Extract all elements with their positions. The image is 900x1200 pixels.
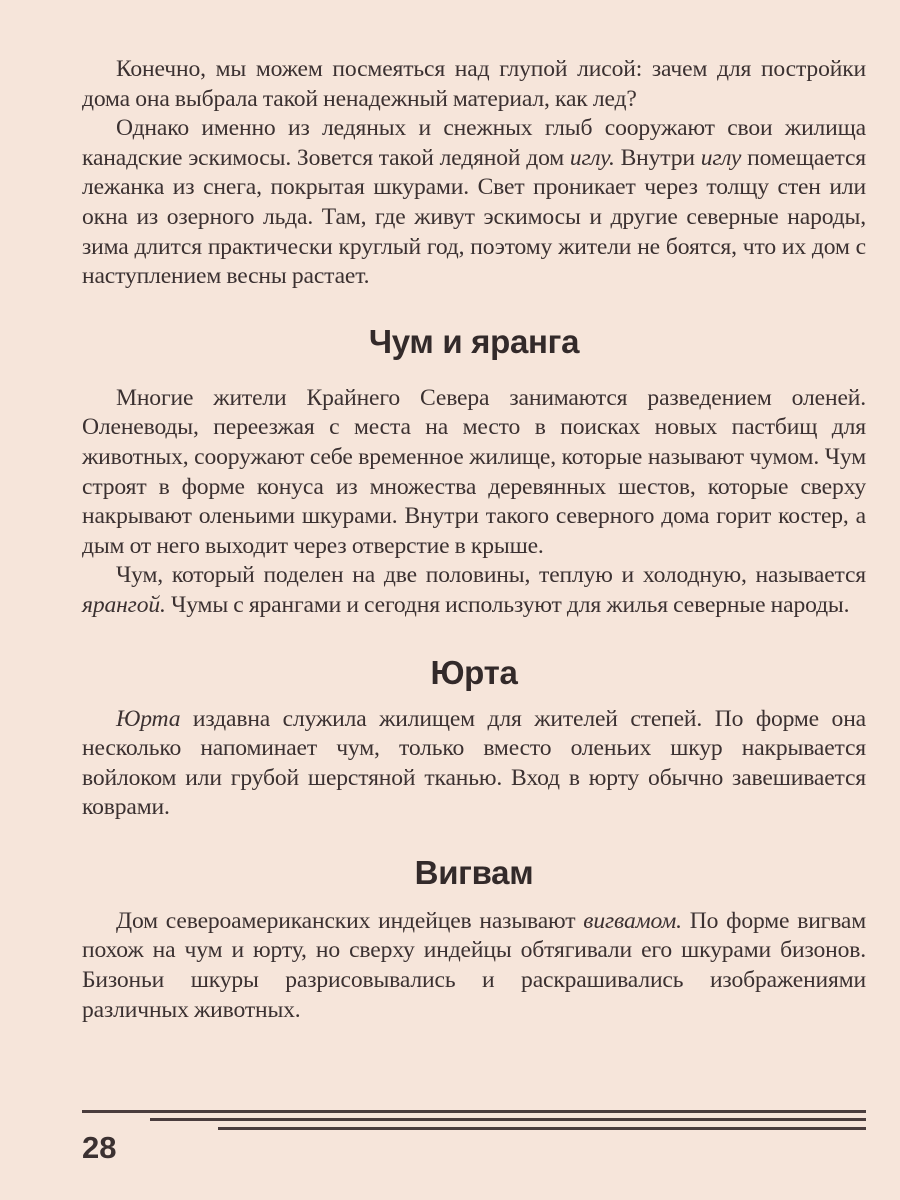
intro-text-middle: Внутри [614,144,701,171]
footer-rule-1 [82,1110,866,1113]
section-heading-wigwam: Вигвам [414,853,534,891]
wigwam-text-before: Дом североамериканских индейцев называют [116,907,584,934]
yurta-paragraph [82,705,866,823]
chum-text-before: Чум, который поделен на две половины, теплую и холодную, называется [116,562,866,589]
term-yaranga: ярангой. [82,591,166,618]
term-yurta: Юрта [116,705,181,732]
page-content [82,55,866,1025]
section-heading-chum: Чум и яранга [368,322,580,360]
page-number: 28 [82,1130,117,1165]
section-heading-yurta: Юрта [430,653,518,691]
yurta-text-after: издавна служила жилищем для жителей степей. По форме она несколько напоминает чум, только вместо оленьих шкур накрывается войлоком или грубой шерстяной тканью. Вход в юрту обычно завешивается коврами. [82,705,866,821]
footer-rule-3 [218,1127,866,1130]
term-iglu-2: иглу [700,144,742,171]
chum-text-after: Чумы с ярангами и сегодня используют для жилья северные народы. [165,591,850,618]
intro-paragraph-1: Конечно, мы можем посмеяться над глупой лисой: зачем для постройки дома она выбрала такой ненадежный материал, как лед? [82,56,866,112]
wigwam-paragraph [82,907,866,1025]
intro-text-after: помещается лежанка из снега, покрытая шкурами. Свет проникает через толщу стен или окна из озерного льда. Там, где живут эскимосы и другие северные народы, зима длится практически круглый год, поэтому жители не боятся, что их дом с наступлением весны растает. [82,144,867,290]
term-iglu: иглу. [569,144,615,171]
chum-paragraph-1: Многие жители Крайнего Севера занимаются разведением оленей. Оленеводы, переезжая с места на место в поисках новых пастбищ для животных, сооружают себе временное жилище, которые называют чумом. Чум строят в форме конуса из множества деревянных шестов, которые сверху накрывают оленьими шкурами. Внутри такого северного дома горит костер, а дым от него выходит через отверстие в крыше. [82,384,866,559]
intro-text-before: Однако именно из ледяных и снежных глыб сооружают свои жилища канадские эскимосы. Зовется такой ледяной дом [82,115,866,171]
wigwam-text-after: По форме вигвам похож на чум и юрту, но сверху индейцы обтягивали его шкурами бизонов. Бизоньи шкуры разрисовывались и раскрашивались изображениями различных животных. [82,907,866,1023]
intro-paragraph-2 [82,114,866,292]
term-wigwam: вигвамом. [583,907,682,934]
chum-paragraph-2 [82,561,866,620]
footer-rule-2 [150,1118,866,1121]
